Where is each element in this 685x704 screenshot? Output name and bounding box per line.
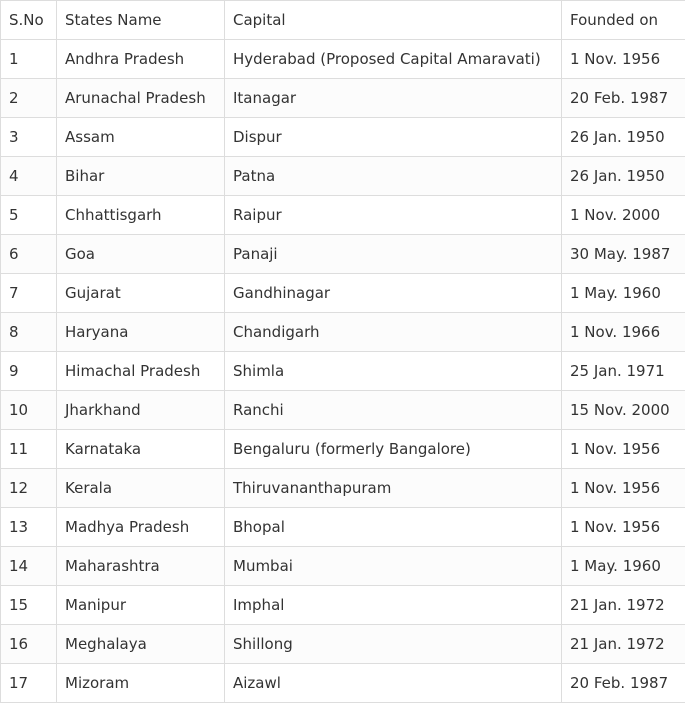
- cell-capital: Raipur: [225, 196, 562, 235]
- cell-capital: Hyderabad (Proposed Capital Amaravati): [225, 40, 562, 79]
- cell-state-name: Madhya Pradesh: [57, 508, 225, 547]
- cell-state-name: Jharkhand: [57, 391, 225, 430]
- cell-founded-on: 21 Jan. 1972: [562, 586, 685, 625]
- table-row: [1, 664, 685, 703]
- table-row: [1, 430, 685, 469]
- table-row: [1, 469, 685, 508]
- cell-capital: Shillong: [225, 625, 562, 664]
- cell-sno: 1: [1, 40, 57, 79]
- cell-sno: 7: [1, 274, 57, 313]
- cell-state-name: Kerala: [57, 469, 225, 508]
- header-founded-on: Founded on: [562, 1, 685, 40]
- cell-capital: Bhopal: [225, 508, 562, 547]
- cell-founded-on: 1 May. 1960: [562, 547, 685, 586]
- cell-capital: Aizawl: [225, 664, 562, 703]
- table-row: [1, 391, 685, 430]
- cell-state-name: Goa: [57, 235, 225, 274]
- cell-sno: 9: [1, 352, 57, 391]
- cell-founded-on: 25 Jan. 1971: [562, 352, 685, 391]
- cell-sno: 5: [1, 196, 57, 235]
- cell-state-name: Assam: [57, 118, 225, 157]
- cell-state-name: Karnataka: [57, 430, 225, 469]
- cell-state-name: Bihar: [57, 157, 225, 196]
- cell-sno: 12: [1, 469, 57, 508]
- cell-sno: 10: [1, 391, 57, 430]
- cell-state-name: Gujarat: [57, 274, 225, 313]
- cell-capital: Bengaluru (formerly Bangalore): [225, 430, 562, 469]
- cell-founded-on: 1 Nov. 1966: [562, 313, 685, 352]
- table-header-row: [1, 1, 685, 40]
- cell-founded-on: 20 Feb. 1987: [562, 79, 685, 118]
- cell-state-name: Mizoram: [57, 664, 225, 703]
- cell-founded-on: 15 Nov. 2000: [562, 391, 685, 430]
- cell-capital: Panaji: [225, 235, 562, 274]
- cell-capital: Shimla: [225, 352, 562, 391]
- cell-state-name: Maharashtra: [57, 547, 225, 586]
- cell-sno: 11: [1, 430, 57, 469]
- table-row: [1, 313, 685, 352]
- cell-founded-on: 1 Nov. 1956: [562, 508, 685, 547]
- cell-sno: 13: [1, 508, 57, 547]
- cell-capital: Ranchi: [225, 391, 562, 430]
- cell-founded-on: 1 May. 1960: [562, 274, 685, 313]
- table-row: [1, 40, 685, 79]
- header-state-name: States Name: [57, 1, 225, 40]
- table-row: [1, 79, 685, 118]
- cell-state-name: Manipur: [57, 586, 225, 625]
- cell-founded-on: 26 Jan. 1950: [562, 157, 685, 196]
- table-row: [1, 235, 685, 274]
- table-row: [1, 625, 685, 664]
- cell-sno: 3: [1, 118, 57, 157]
- cell-founded-on: 21 Jan. 1972: [562, 625, 685, 664]
- cell-founded-on: 1 Nov. 1956: [562, 430, 685, 469]
- cell-state-name: Arunachal Pradesh: [57, 79, 225, 118]
- cell-capital: Dispur: [225, 118, 562, 157]
- cell-founded-on: 30 May. 1987: [562, 235, 685, 274]
- table-row: [1, 196, 685, 235]
- table-row: [1, 274, 685, 313]
- cell-state-name: Chhattisgarh: [57, 196, 225, 235]
- cell-sno: 6: [1, 235, 57, 274]
- cell-capital: Thiruvananthapuram: [225, 469, 562, 508]
- cell-capital: Itanagar: [225, 79, 562, 118]
- cell-sno: 4: [1, 157, 57, 196]
- table-row: [1, 508, 685, 547]
- cell-sno: 16: [1, 625, 57, 664]
- cell-founded-on: 1 Nov. 1956: [562, 40, 685, 79]
- table-row: [1, 586, 685, 625]
- table-row: [1, 352, 685, 391]
- cell-capital: Patna: [225, 157, 562, 196]
- cell-sno: 14: [1, 547, 57, 586]
- header-capital: Capital: [225, 1, 562, 40]
- header-sno: S.No: [1, 1, 57, 40]
- cell-founded-on: 1 Nov. 2000: [562, 196, 685, 235]
- cell-capital: Imphal: [225, 586, 562, 625]
- cell-capital: Gandhinagar: [225, 274, 562, 313]
- cell-sno: 17: [1, 664, 57, 703]
- cell-sno: 15: [1, 586, 57, 625]
- table-row: [1, 547, 685, 586]
- table-row: [1, 157, 685, 196]
- cell-founded-on: 20 Feb. 1987: [562, 664, 685, 703]
- cell-sno: 2: [1, 79, 57, 118]
- cell-state-name: Meghalaya: [57, 625, 225, 664]
- cell-founded-on: 26 Jan. 1950: [562, 118, 685, 157]
- cell-sno: 8: [1, 313, 57, 352]
- cell-state-name: Haryana: [57, 313, 225, 352]
- cell-founded-on: 1 Nov. 1956: [562, 469, 685, 508]
- cell-state-name: Andhra Pradesh: [57, 40, 225, 79]
- cell-state-name: Himachal Pradesh: [57, 352, 225, 391]
- cell-capital: Chandigarh: [225, 313, 562, 352]
- table-row: [1, 118, 685, 157]
- cell-capital: Mumbai: [225, 547, 562, 586]
